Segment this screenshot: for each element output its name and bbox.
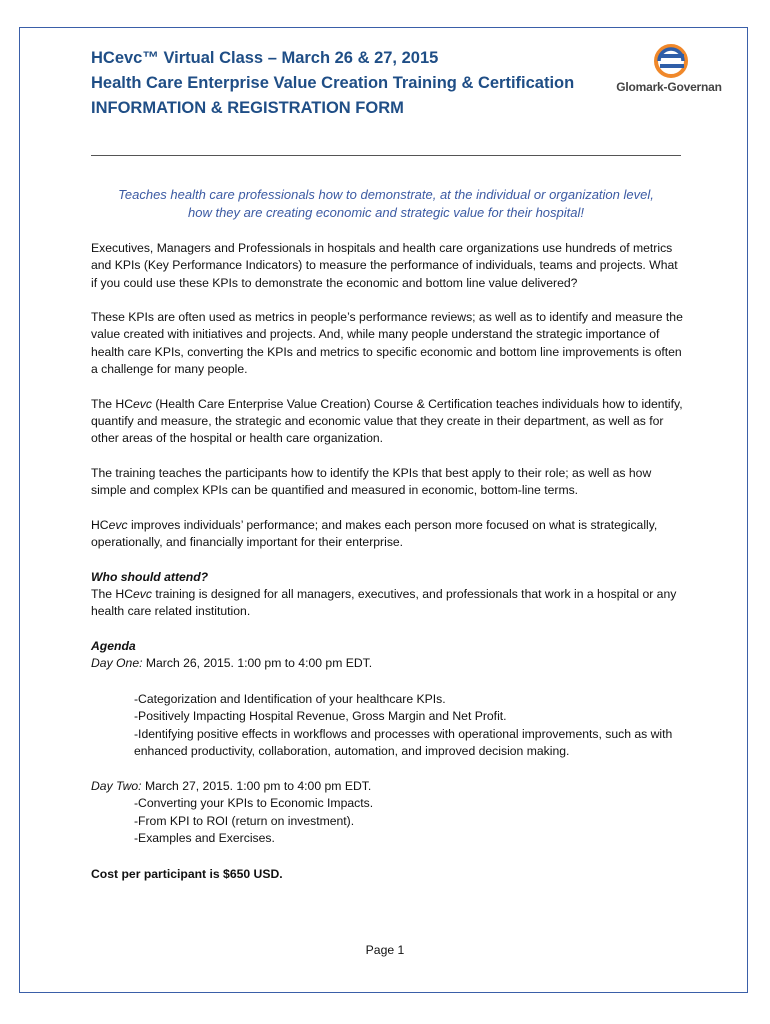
header-form-title: INFORMATION & REGISTRATION FORM (91, 99, 404, 117)
company-logo (606, 44, 732, 99)
day-one-items (91, 691, 686, 760)
day-one-label: Day One: (91, 656, 143, 671)
day-two-label: Day Two: (91, 779, 142, 793)
course-paragraph: The HCevc (Health Care Enterprise Value Creation) Course & Certification teaches individuals how to identify, quantify and measure, the strategic and economic value that they create in their department, as well as for other areas of the hospital or health care organization. (91, 396, 683, 446)
intro-paragraph: Executives, Managers and Professionals in hospitals and health care organizations use hundreds of metrics and KPIs (Key Performance Indicators) to measure the performance of individuals, teams and projects. What if you could use these KPIs to demonstrate the economic and bottom line value delivered? (91, 241, 678, 290)
day-one-time: March 26, 2015. 1:00 pm to 4:00 pm EDT. (142, 656, 373, 671)
agenda-item: -Identifying positive effects in workflows and processes with operational improvements, such as with enhanced productivity, collaboration, automation, and improved decision making. (134, 726, 673, 758)
benefit-paragraph: HCevc improves individuals’ performance; and makes each person more focused on what is strategically, operationally, and financially important for their enterprise. (91, 517, 658, 550)
tagline-line-1: Teaches health care professionals how to demonstrate, at the individual or organization level, (118, 187, 654, 202)
header-subtitle: Health Care Enterprise Value Creation Training & Certification (91, 74, 575, 92)
tagline (91, 186, 681, 222)
cost-statement: Cost per participant is $650 USD. (91, 867, 283, 881)
document-header (91, 46, 591, 121)
day-two-section (91, 778, 686, 847)
header-divider (91, 155, 681, 156)
day-two-time: March 27, 2015. 1:00 pm to 4:00 pm EDT. (141, 779, 372, 793)
agenda-section (91, 638, 686, 673)
header-title: HCevc™ Virtual Class – March 26 & 27, 2015 (91, 49, 439, 67)
page-number: Page 1 (365, 943, 405, 957)
agenda-item: -Examples and Exercises. (134, 830, 275, 845)
agenda-item: -Positively Impacting Hospital Revenue, Gross Margin and Net Profit. (134, 709, 507, 724)
tagline-line-2: how they are creating economic and strategic value for their hospital! (188, 205, 584, 220)
agenda-heading: Agenda (91, 638, 136, 653)
who-should-attend-section: Who should attend? The HCevc training is designed for all managers, executives, and professionals that work in a hospital or any health care related institution. (91, 569, 677, 619)
who-heading: Who should attend? (91, 569, 209, 584)
logo-wordmark: Glomark-Governan (616, 80, 722, 94)
agenda-item: -Converting your KPIs to Economic Impacts. (134, 796, 374, 811)
document-body (91, 240, 686, 690)
agenda-item: -Categorization and Identification of your healthcare KPIs. (134, 692, 446, 706)
training-paragraph: The training teaches the participants how to identify the KPIs that best apply to their role; as well as how simple and complex KPIs can be quantified and measured in economic, bottom-line terms. (91, 465, 652, 498)
agenda-item: -From KPI to ROI (return on investment). (134, 813, 355, 828)
kpi-paragraph: These KPIs are often used as metrics in people’s performance reviews; as well as to identify and measure the value created with initiatives and projects. And, while many people understand the strategic importance of health care KPIs, converting the KPIs and metrics to specific economic and bottom line improvements is often a challenge for many people. (91, 310, 683, 377)
glomark-logo-icon (606, 44, 732, 80)
